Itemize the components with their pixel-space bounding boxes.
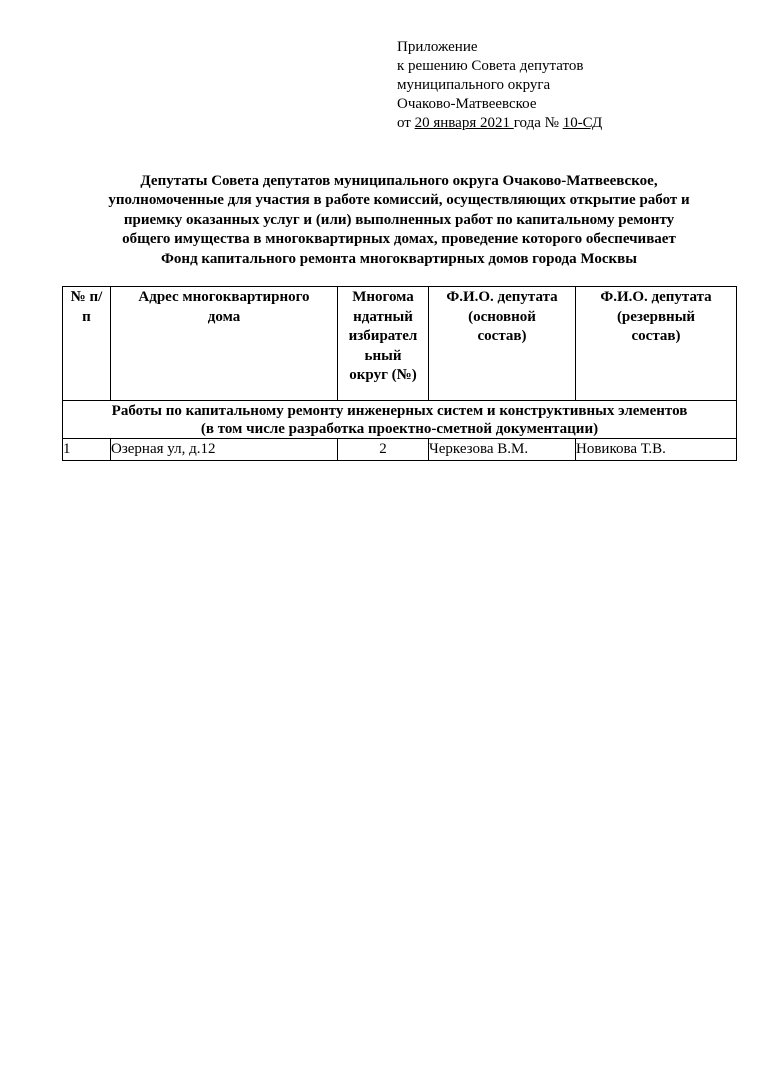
header-number: № п/ п [63,287,111,401]
header-reserve-deputy: Ф.И.О. депутата (резервный состав) [576,287,737,401]
appendix-line: муниципального округа [397,77,551,93]
header-address: Адрес многоквартирного дома [111,287,338,401]
cell-main-deputy: Черкезова В.М. [429,439,576,461]
deputies-table [62,286,737,461]
section-heading: Работы по капитальному ремонту инженерных систем и конструктивных элементов (в том числе разработка проектно-сметной документации) [63,401,737,439]
date-suffix: года № [513,115,563,131]
title-line: приемку оказанных услуг и (или) выполненных работ по капитальному ремонту [123,211,675,228]
header-main-deputy: Ф.И.О. депутата (основной состав) [429,287,576,401]
appendix-line: Очаково-Матвеевское [397,96,537,112]
header-district: Многома ндатный избирател ьный округ (№) [338,287,429,401]
document-title [62,172,736,269]
appendix-date-line [397,114,602,133]
cell-address: Озерная ул, д.12 [111,439,338,461]
title-line: общего имущества в многоквартирных домах, проведение которого обеспечивает [122,231,676,248]
table-header-row [63,287,737,401]
date-prefix: от [397,115,415,131]
appendix-line: к решению Совета депутатов [397,58,584,74]
title-line: Фонд капитального ремонта многоквартирных домов города Москвы [161,250,637,267]
cell-district: 2 [338,439,429,461]
appendix-line: Приложение [397,39,478,55]
section-row [63,401,737,439]
title-line: Депутаты Совета депутатов муниципального округа Очаково-Матвеевское, [140,173,658,189]
cell-number: 1 [63,439,111,461]
appendix-block [397,38,602,133]
cell-reserve-deputy: Новикова Т.В. [576,439,737,461]
title-line: уполномоченные для участия в работе комиссий, осуществляющих открытие работ и [108,192,690,209]
table-row [63,439,737,461]
decision-date: 20 января 2021 [414,115,514,131]
decision-number: 10-СД [562,115,603,131]
